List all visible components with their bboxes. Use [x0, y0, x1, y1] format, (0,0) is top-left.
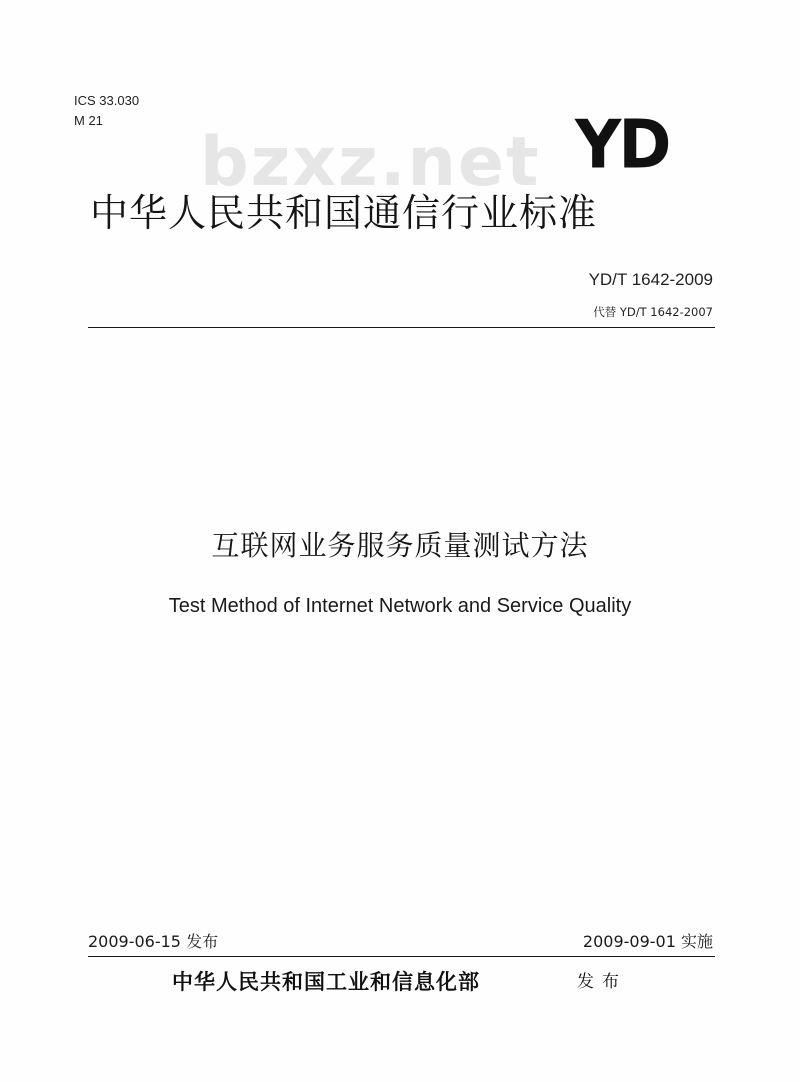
header-divider [88, 327, 715, 328]
title-english: Test Method of Internet Network and Service Quality [168, 595, 632, 617]
replaces-standard: 代替 YD/T 1642-2007 [593, 305, 713, 319]
org-title: 中华人民共和国通信行业标准 [90, 191, 598, 235]
ics-code: ICS 33.030 [74, 93, 140, 108]
publisher-action: 发布 [577, 972, 627, 992]
title-chinese: 互联网业务服务质量测试方法 [211, 529, 589, 562]
footer-divider [88, 956, 715, 957]
standard-number: YD/T 1642-2009 [588, 270, 713, 289]
watermark: bzxz.net [200, 123, 541, 202]
implementation-date: 2009-09-01 实施 [582, 932, 713, 951]
yd-logo: YD [575, 106, 669, 185]
publisher-name: 中华人民共和国工业和信息化部 [172, 969, 480, 994]
issue-date: 2009-06-15 发布 [88, 932, 219, 951]
ccs-code: M 21 [74, 113, 103, 128]
